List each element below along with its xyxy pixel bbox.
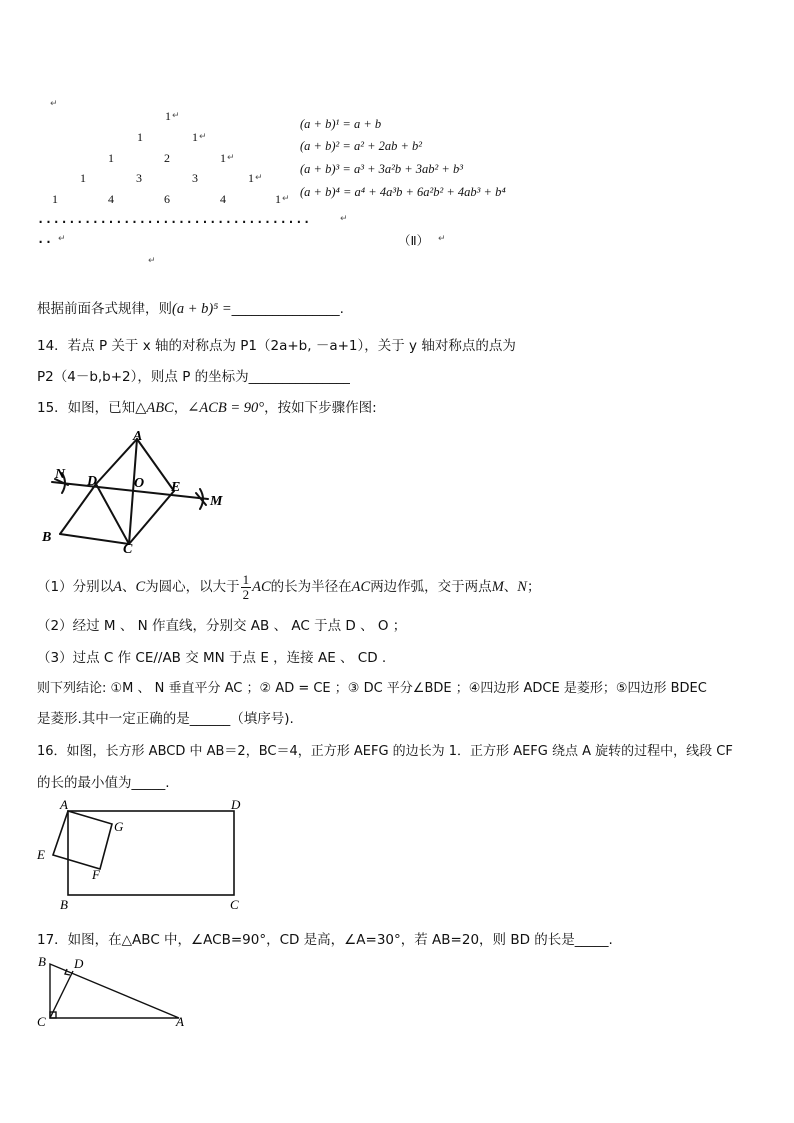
- square-aefg: [53, 811, 112, 869]
- q15-text: 15．如图，已知: [37, 400, 136, 416]
- fraction-one-half: [241, 573, 252, 602]
- return-mark: ↵: [255, 173, 263, 183]
- rectangle-abcd: [68, 811, 234, 895]
- ellipsis-dots: ...................................: [37, 212, 311, 226]
- question-15-step2: （2）经过 M 、 N 作直线，分别交 AB 、 AC 于点 D 、 O ；: [37, 618, 407, 634]
- point-label-c: C: [37, 1014, 46, 1029]
- point-label-e: E: [37, 847, 45, 862]
- return-mark: ↵: [340, 214, 348, 224]
- q13-expression: (a + b)⁵ =: [172, 301, 232, 317]
- var-ac: AC: [252, 579, 271, 595]
- pascal-number: 1: [108, 151, 114, 165]
- segment-dc: [96, 484, 129, 544]
- punct: ，: [173, 400, 188, 416]
- ellipsis-dots: ..: [37, 232, 53, 246]
- return-mark: ↵: [148, 256, 156, 266]
- pascal-number: 6: [164, 192, 170, 206]
- q14-text: P2（4－b,b+2），则点 P 的坐标为: [37, 369, 249, 385]
- question-14-line1: 14．若点 P 关于 x 轴的对称点为 P1（2a+b, －a+1），关于 y 轴对称点的点为: [37, 338, 516, 354]
- point-label-a: A: [133, 429, 143, 444]
- pascal-number: 1: [165, 109, 171, 123]
- pascal-number: 1: [248, 171, 254, 185]
- answer-blank: ________________: [231, 301, 340, 317]
- return-mark: ↵: [172, 111, 180, 121]
- pascal-number: 1: [52, 192, 58, 206]
- q15-text: 两边作弧，交于两点: [370, 579, 492, 595]
- q13-text: 根据前面各式规律，则: [37, 301, 172, 317]
- q15-text: 的长为半径在: [270, 579, 352, 595]
- question-15-step3: （3）过点 C 作 CE//AB 交 MN 于点 E ，连接 AE 、 CD .: [37, 650, 387, 666]
- q13-end: .: [339, 301, 344, 317]
- question-13: [37, 297, 764, 318]
- pascal-number: 3: [192, 171, 198, 185]
- question-16-line2: 的长的最小值为_____.: [37, 775, 170, 791]
- question-15-conclusion1: 则下列结论: ①M 、 N 垂直平分 AC ；② AD = CE ；③ DC 平分∠BDE ；④四边形 ADCE 是菱形；⑤四边形 BDEC: [37, 681, 707, 696]
- punct: 、: [503, 579, 518, 595]
- altitude-cd: [50, 971, 73, 1018]
- point-label-e: E: [171, 480, 181, 495]
- formula-line: (a + b)² = a² + 2ab + b²: [300, 139, 423, 153]
- q16-figure: [32, 795, 252, 913]
- pascal-number: 3: [136, 171, 142, 185]
- punct: ；: [526, 579, 541, 595]
- q15-text: ，按如下步骤作图:: [264, 400, 377, 416]
- point-label-c: C: [230, 897, 239, 912]
- punct: 、: [121, 579, 136, 595]
- point-label-o: O: [134, 476, 145, 491]
- var-a: A: [113, 579, 122, 595]
- angle-condition: ∠ACB = 90°: [187, 400, 265, 416]
- question-15-step1: [37, 568, 764, 606]
- q15-figure: [38, 425, 238, 555]
- pascal-number: 1: [80, 171, 86, 185]
- question-15-conclusion2: 是菱形.其中一定正确的是______（填序号).: [37, 711, 294, 727]
- question-15-intro: [37, 396, 764, 417]
- return-mark: ↵: [438, 234, 446, 244]
- pascal-number: 4: [220, 192, 226, 206]
- triangle-name: △ABC: [135, 400, 174, 416]
- q17-figure: [34, 952, 194, 1032]
- question-16-line1: 16．如图，长方形 ABCD 中 AB＝2，BC＝4，正方形 AEFG 的边长为 1．正方形 AEFG 绕点 A 旋转的过程中，线段 CF: [37, 744, 733, 759]
- point-label-n: N: [55, 467, 66, 482]
- q15-text: 为圆心，以大于: [145, 579, 240, 595]
- formula-line: (a + b)³ = a³ + 3a²b + 3ab² + b³: [300, 162, 463, 176]
- fraction-numerator: 1: [242, 571, 250, 587]
- var-c: C: [135, 579, 146, 595]
- formula-line: (a + b)⁴ = a⁴ + 4a³b + 6a²b² + 4ab³ + b⁴: [300, 185, 506, 199]
- return-mark: ↵: [58, 234, 66, 244]
- formula-line: (a + b)¹ = a + b: [300, 117, 382, 131]
- point-label-c: C: [123, 542, 133, 555]
- point-label-a: A: [60, 797, 68, 812]
- point-label-d: D: [231, 797, 241, 812]
- question-14-line2: [37, 365, 764, 385]
- line-mn: [52, 482, 208, 499]
- point-label-g: G: [114, 819, 124, 834]
- point-label-b: B: [42, 530, 52, 545]
- point-label-m: M: [210, 494, 223, 509]
- return-mark: ↵: [282, 194, 290, 204]
- triangle-abc: [50, 964, 179, 1018]
- pascal-number: 2: [164, 151, 170, 165]
- answer-blank: _______________: [248, 369, 350, 385]
- point-label-b: B: [60, 897, 68, 912]
- pascal-number: 1: [137, 130, 143, 144]
- fraction-denominator: 2: [242, 586, 250, 602]
- var-n: N: [517, 579, 527, 595]
- var-m: M: [491, 579, 504, 595]
- pascal-number: 1: [275, 192, 281, 206]
- pascal-number: 1: [192, 130, 198, 144]
- point-label-d: D: [74, 956, 84, 971]
- point-label-b: B: [38, 954, 46, 969]
- question-17: 17．如图，在△ABC 中，∠ACB=90°，CD 是高，∠A=30°，若 AB=20，则 BD 的长是_____.: [37, 932, 613, 948]
- pascal-number: 4: [108, 192, 114, 206]
- segment-ad: [96, 439, 137, 484]
- pascal-number: 1: [220, 151, 226, 165]
- figure-label-ii: （Ⅱ）: [398, 233, 430, 248]
- point-label-a: A: [176, 1014, 184, 1029]
- segment-bc: [60, 534, 129, 544]
- var-ac: AC: [351, 579, 371, 595]
- point-label-f: F: [92, 867, 100, 882]
- segment-db: [60, 484, 96, 534]
- return-mark: ↵: [199, 132, 207, 142]
- return-mark: ↵: [227, 153, 235, 163]
- q15-text: （1）分别以: [37, 579, 114, 595]
- return-mark: ↵: [50, 99, 58, 109]
- segment-ce: [129, 491, 174, 544]
- point-label-d: D: [87, 474, 98, 489]
